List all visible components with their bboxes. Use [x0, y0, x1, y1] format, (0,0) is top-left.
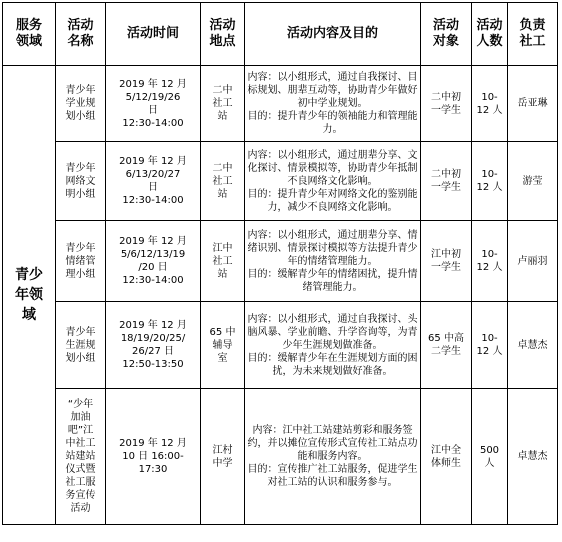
activity-target: 江中全 体师生	[421, 389, 472, 525]
header-name: 活动 名称	[56, 3, 106, 66]
activity-leader: 岳亚琳	[508, 66, 558, 142]
header-area: 服务 领域	[3, 3, 56, 66]
table-row	[3, 221, 558, 302]
header-place: 活动 地点	[201, 3, 245, 66]
activity-time: 2019 年 12 月 5/12/19/26 日 12:30-14:00	[106, 66, 201, 142]
activity-target: 二中初 一学生	[421, 66, 472, 142]
header-leader: 负责 社工	[508, 3, 558, 66]
activity-count: 10- 12 人	[472, 302, 508, 389]
activity-place: 二中 社工 站	[201, 66, 245, 142]
table-row	[3, 389, 558, 525]
activity-content: 内容：江中社工站建站剪彩和服务签约，并以摊位宣传形式宣传社工站点功能和服务内容。 目的：宣传推广社工站服务，促进学生对社工站的认识和服务参与。	[245, 389, 421, 525]
activity-content: 内容：以小组形式，通过自我探讨、头脑风暴、学业前瞻、升学咨询等，为青少年生涯规划做准备。 目的：缓解青少年在生涯规划方面的困扰，为未来规划做好准备。	[245, 302, 421, 389]
activity-place: 江中 社工 站	[201, 221, 245, 302]
header-target: 活动 对象	[421, 3, 472, 66]
table-row	[3, 302, 558, 389]
activity-time: 2019 年 12 月 10 日 16:00- 17:30	[106, 389, 201, 525]
activity-name: “少年 加油 吧”江 中社工 站建站 仪式暨 社工服 务宣传 活动	[56, 389, 106, 525]
activity-count: 10- 12 人	[472, 66, 508, 142]
table-row	[3, 142, 558, 221]
activity-count: 500 人	[472, 389, 508, 525]
header-count: 活动 人数	[472, 3, 508, 66]
activity-leader: 卓慧杰	[508, 389, 558, 525]
activity-place: 65 中 辅导 室	[201, 302, 245, 389]
activity-content: 内容：以小组形式，通过自我探讨、目标规划、朋辈互动等，协助青少年做好初中学业规划。 目的：提升青少年的领袖能力和管理能力。	[245, 66, 421, 142]
activity-name: 青少年 网络文 明小组	[56, 142, 106, 221]
activity-place: 二中 社工 站	[201, 142, 245, 221]
table-row	[3, 66, 558, 142]
activity-count: 10- 12 人	[472, 142, 508, 221]
header-time: 活动时间	[106, 3, 201, 66]
header-content: 活动内容及目的	[245, 3, 421, 66]
activity-content: 内容：以小组形式，通过朋辈分享、文化探讨、情景模拟等，协助青少年抵制不良网络文化影响。 目的：提升青少年对网络文化的鉴别能力，减少不良网络文化影响。	[245, 142, 421, 221]
activity-content: 内容：以小组形式，通过朋辈分享、情绪识别、情景探讨模拟等方法提升青少年的情绪管理能力。 目的：缓解青少年的情绪困扰，提升情绪管理能力。	[245, 221, 421, 302]
activity-target: 江中初 一学生	[421, 221, 472, 302]
activity-name: 青少年 情绪管 理小组	[56, 221, 106, 302]
activity-time: 2019 年 12 月 18/19/20/25/ 26/27 日 12:50-13:50	[106, 302, 201, 389]
service-area-cell: 青少 年领 域	[3, 66, 56, 525]
activity-time: 2019 年 12 月 6/13/20/27 日 12:30-14:00	[106, 142, 201, 221]
activity-plan-table	[2, 2, 558, 525]
activity-target: 65 中高 二学生	[421, 302, 472, 389]
activity-leader: 游莹	[508, 142, 558, 221]
activity-target: 二中初 一学生	[421, 142, 472, 221]
activity-leader: 卓慧杰	[508, 302, 558, 389]
activity-count: 10- 12 人	[472, 221, 508, 302]
activity-place: 江村 中学	[201, 389, 245, 525]
activity-name: 青少年 生涯规 划小组	[56, 302, 106, 389]
header-row	[3, 3, 558, 66]
activity-time: 2019 年 12 月 5/6/12/13/19 /20 日 12:30-14:00	[106, 221, 201, 302]
activity-name: 青少年 学业规 划小组	[56, 66, 106, 142]
activity-leader: 卢丽羽	[508, 221, 558, 302]
